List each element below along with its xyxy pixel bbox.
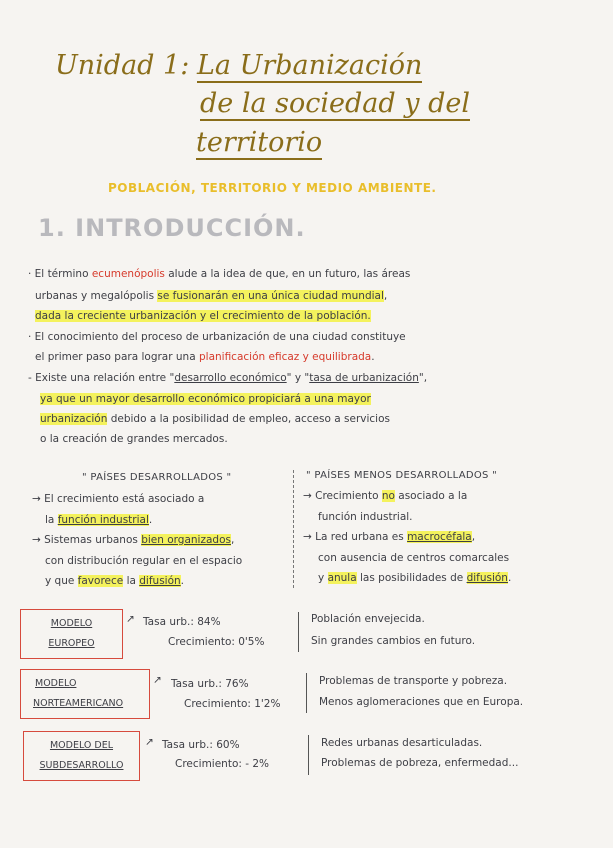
model-3-note2: Problemas de pobreza, enfermedad... (321, 757, 519, 769)
model-2-note2: Menos aglomeraciones que en Europa. (319, 696, 524, 708)
model-1-brace (298, 612, 305, 652)
model-2-rate: Tasa urb.: 76% (171, 678, 249, 690)
column-divider (293, 470, 294, 588)
model-3-arrows: ↗ (145, 736, 154, 748)
model-box-underdevelopment (23, 731, 140, 781)
model-box-north-american (20, 669, 150, 719)
intro-b3-line4: o la creación de grandes mercados. (40, 433, 228, 445)
section-heading: 1. INTRODUCCIÓN. (38, 214, 306, 242)
developed-header: " PAÍSES DESARROLLADOS " (82, 472, 232, 483)
developed-line5: y que favorece la difusión. (45, 575, 185, 587)
model-name-line2: SUBDESARROLLO (39, 760, 124, 771)
intro-b1-line1: · El término ecumenópolis alude a la idea de que, en un futuro, las áreas (28, 268, 411, 280)
less-developed-line3: → La red urbana es macrocéfala, (303, 531, 476, 543)
intro-b2-line1: · El conocimiento del proceso de urbanización de una ciudad constituye (28, 331, 406, 343)
intro-b3-line2: ya que un mayor desarrollo económico propiciará a una mayor (40, 393, 371, 405)
model-2-arrows: ↗ (153, 674, 162, 686)
less-developed-line5: y anula las posibilidades de difusión. (318, 572, 512, 584)
title-line-1: La Urbanización (197, 50, 423, 81)
intro-b1-line3: dada la creciente urbanización y el crecimiento de la población. (35, 310, 371, 322)
title-line-2: de la sociedad y del (200, 88, 470, 119)
intro-b3-line3: urbanización debido a la posibilidad de empleo, acceso a servicios (40, 413, 390, 425)
model-box-european (20, 609, 123, 659)
less-developed-header: " PAÍSES MENOS DESARROLLADOS " (306, 470, 498, 481)
less-developed-line1: → Crecimiento no asociado a la (303, 490, 468, 502)
model-1-rate: Tasa urb.: 84% (143, 616, 221, 628)
model-3-brace (308, 735, 315, 775)
model-name-line1: MODELO (50, 618, 93, 629)
unit-label: Unidad 1: (55, 50, 190, 81)
title-line-3: territorio (196, 127, 323, 158)
model-1-arrows: ↗ (126, 613, 135, 625)
less-developed-line4: con ausencia de centros comarcales (318, 552, 510, 564)
intro-b2-line2: el primer paso para lograr una planificación eficaz y equilibrada. (35, 351, 375, 363)
model-2-note1: Problemas de transporte y pobreza. (319, 675, 508, 687)
model-3-note1: Redes urbanas desarticuladas. (321, 737, 483, 749)
intro-b3-line1: - Existe una relación entre "desarrollo económico" y "tasa de urbanización", (28, 372, 428, 384)
model-name-line2: EUROPEO (48, 638, 95, 649)
model-1-note1: Población envejecida. (311, 613, 425, 625)
intro-b1-line2: urbanas y megalópolis se fusionarán en una única ciudad mundial, (35, 290, 388, 302)
less-developed-line2: función industrial. (318, 511, 413, 523)
developed-line3: → Sistemas urbanos bien organizados, (32, 534, 235, 546)
model-name-line1: MODELO (35, 678, 77, 689)
developed-line4: con distribución regular en el espacio (45, 555, 243, 567)
model-2-brace (306, 673, 313, 713)
developed-line1: → El crecimiento está asociado a (32, 493, 205, 505)
model-1-growth: Crecimiento: 0'5% (168, 636, 265, 648)
developed-line2: la función industrial. (45, 514, 153, 526)
model-name-line2: NORTEAMERICANO (33, 698, 124, 709)
model-3-growth: Crecimiento: - 2% (175, 758, 270, 770)
subtitle: POBLACIÓN, TERRITORIO Y MEDIO AMBIENTE. (108, 181, 437, 195)
model-1-note2: Sin grandes cambios en futuro. (311, 635, 476, 647)
model-3-rate: Tasa urb.: 60% (162, 739, 240, 751)
model-2-growth: Crecimiento: 1'2% (184, 698, 281, 710)
model-name-line1: MODELO DEL (49, 740, 114, 751)
